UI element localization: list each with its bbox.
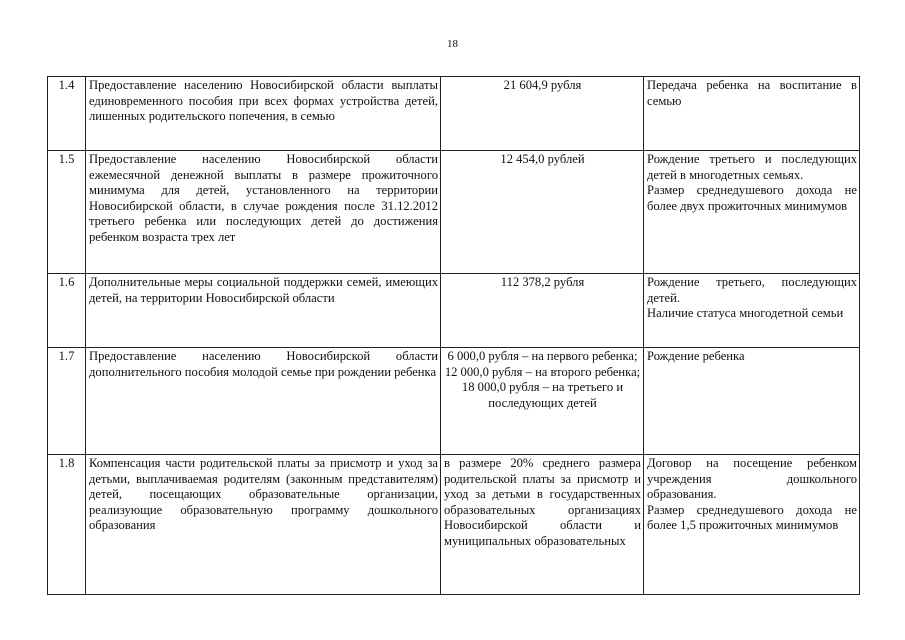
row-conditions [644,77,860,151]
row-amount [441,77,644,151]
table-row [48,348,860,455]
amount-line: 12 000,0 рубля – на второго ребенка; [444,364,641,379]
table-row [48,274,860,348]
row-conditions [644,151,860,274]
condition-line: Рождение ребенка [647,349,745,363]
condition-line: Рождение третьего и последующих детей в многодетных семьях. [647,152,857,182]
amount-line: 6 000,0 рубля – на первого ребенка; [447,349,638,363]
condition-line: Размер среднедушевого дохода не более двух прожиточных минимумов [647,183,857,213]
table-row [48,77,860,151]
condition-line: Наличие статуса многодетной семьи [647,306,844,321]
table-row [48,455,860,595]
row-number: 1.8 [48,455,86,595]
benefits-table [47,76,860,595]
amount-line: 112 378,2 рубля [500,275,585,289]
amount-line: в размере 20% среднего размера родительской платы за присмотр и уход за детьми в государственных образовательных организациях Новосибирской области и муниципальных образовательных [444,456,641,548]
amount-line: 12 454,0 рублей [500,152,585,166]
row-amount [441,274,644,348]
row-conditions [644,274,860,348]
row-conditions [644,348,860,455]
condition-line: Договор на посещение ребенком учреждения дошкольного образования. [647,456,857,502]
row-number: 1.6 [48,274,86,348]
row-amount [441,348,644,455]
condition-line: Рождение третьего, последующих детей. [647,275,857,305]
row-number: 1.4 [48,77,86,151]
row-amount [441,151,644,274]
row-description: Предоставление населению Новосибирской области дополнительного пособия молодой семье при рождении ребенка [86,348,441,455]
table-row [48,151,860,274]
condition-line: Передача ребенка на воспитание в семью [647,78,857,108]
amount-line: 21 604,9 рубля [503,78,582,92]
page-number: 18 [447,38,458,50]
amount-line: 18 000,0 рубля – на третьего и последующих детей [461,380,624,410]
row-description: Дополнительные меры социальной поддержки семей, имеющих детей, на территории Новосибирской области [86,274,441,348]
row-amount [441,455,644,595]
row-description: Компенсация части родительской платы за присмотр и уход за детьми, выплачиваемая родителям (законным представителям) детей, посещающих образовательные организации, реализующие образовательную программу дошкольного образования [86,455,441,595]
row-conditions [644,455,860,595]
row-description: Предоставление населению Новосибирской области выплаты единовременного пособия при всех формах устройства детей, лишенных родительского попечения, в семью [86,77,441,151]
row-number: 1.7 [48,348,86,455]
row-description: Предоставление населению Новосибирской области ежемесячной денежной выплаты в размере прожиточного минимума для детей, установленного на территории Новосибирской области, в случае рождения после 31.12.2012 третьего ребенка или последующих детей до достижения ребенком возраста трех лет [86,151,441,274]
condition-line: Размер среднедушевого дохода не более 1,5 прожиточных минимумов [647,502,857,533]
row-number: 1.5 [48,151,86,274]
